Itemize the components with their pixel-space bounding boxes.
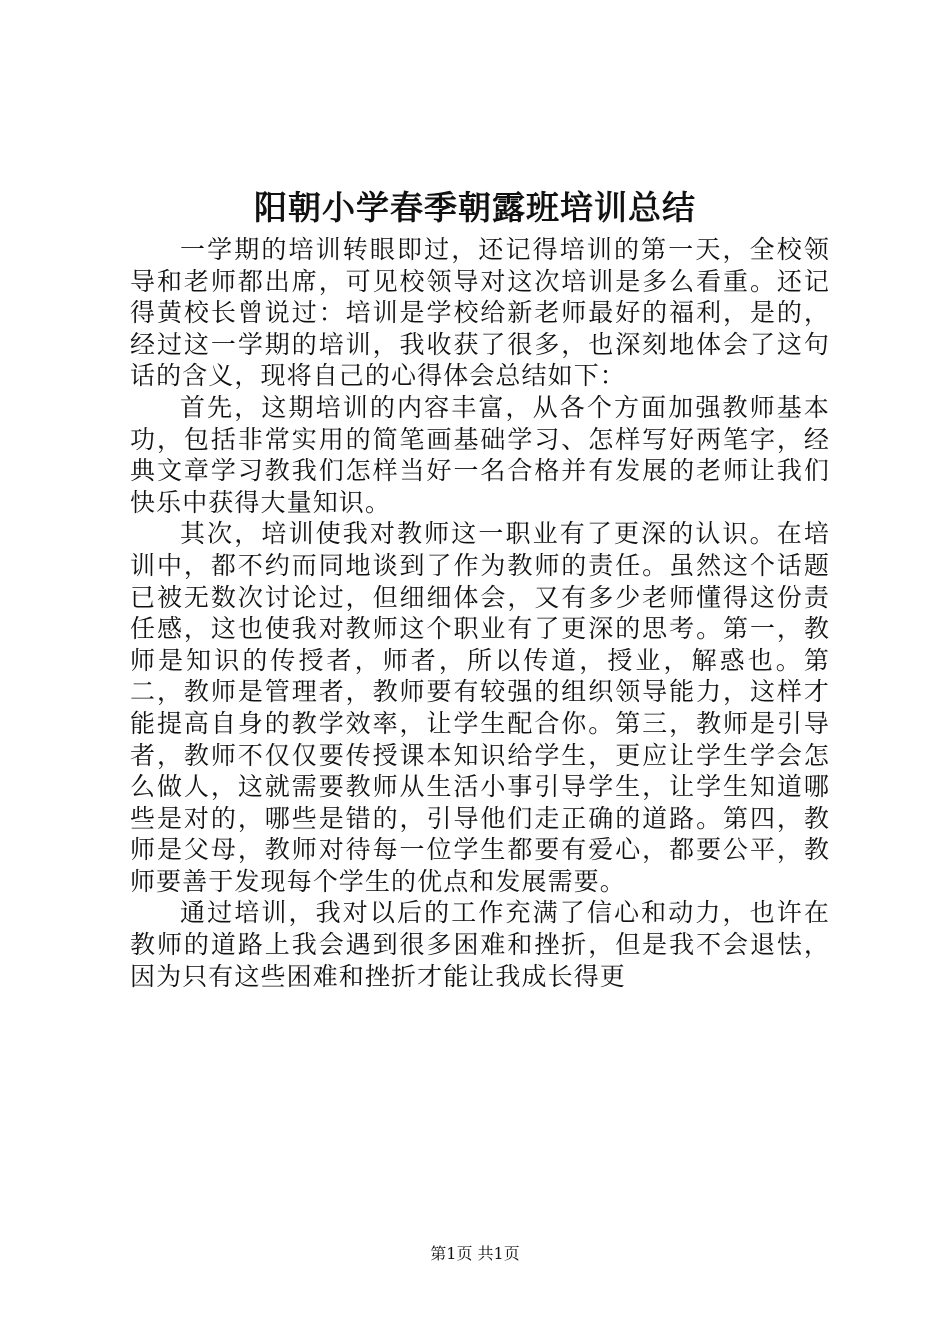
paragraph-first: 首先，这期培训的内容丰富，从各个方面加强教师基本功，包括非常实用的简笔画基础学习、怎样写好两笔字，经典文章学习教我们怎样当好一名合格并有发展的老师让我们快乐中获得大量知识。 [130, 392, 830, 517]
paragraph-intro: 一学期的培训转眼即过，还记得培训的第一天，全校领导和老师都出席，可见校领导对这次培训是多么看重。还记得黄校长曾说过：培训是学校给新老师最好的福利，是的，经过这一学期的培训，我收获了很多，也深刻地体会了这句话的含义，现将自己的心得体会总结如下： [130, 235, 830, 391]
page-footer: 第1页 共1页 [430, 1244, 520, 1263]
paragraph-second: 其次，培训使我对教师这一职业有了更深的认识。在培训中，都不约而同地谈到了作为教师的责任。虽然这个话题已被无数次讨论过，但细细体会，又有多少老师懂得这份责任感，这也使我对教师这个职业有了更深的思考。第一，教师是知识的传授者，师者，所以传道，授业，解惑也。第二，教师是管理者，教师要有较强的组织领导能力，这样才能提高自身的教学效率，让学生配合你。第三，教师是引导者，教师不仅仅要传授课本知识给学生，更应让学生学会怎么做人，这就需要教师从生活小事引导学生，让学生知道哪些是对的，哪些是错的，引导他们走正确的道路。第四，教师是父母，教师对待每一位学生都要有爱心，都要公平，教师要善于发现每个学生的优点和发展需要。 [130, 519, 830, 896]
document-title: 阳朝小学春季朝露班培训总结 [254, 188, 696, 227]
document-body [130, 234, 830, 992]
paragraph-conclusion: 通过培训，我对以后的工作充满了信心和动力，也许在教师的道路上我会遇到很多困难和挫折，但是我不会退怯，因为只有这些困难和挫折才能让我成长得更 [130, 898, 830, 991]
